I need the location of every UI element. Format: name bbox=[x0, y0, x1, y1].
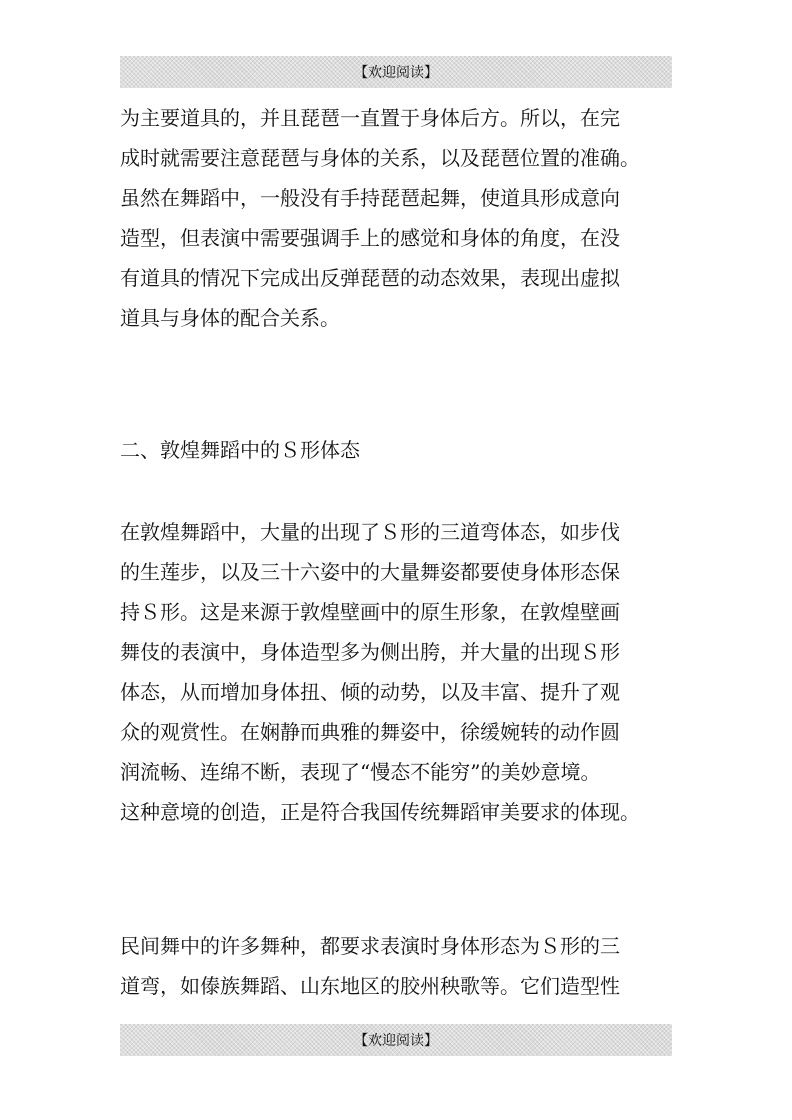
section-heading bbox=[120, 430, 680, 470]
text-line: 成时就需要注意琵琶与身体的关系，以及琵琶位置的准确。 bbox=[120, 146, 640, 170]
text-line: 体态，从而增加身体扭、倾的动势，以及丰富、提升了观 bbox=[120, 680, 620, 704]
text-line: 众的观赏性。在娴静而典雅的舞姿中，徐缓婉转的动作圆 bbox=[120, 720, 620, 744]
header-banner-text: 【欢迎阅读】 bbox=[354, 65, 438, 81]
text-line: 道弯，如傣族舞蹈、山东地区的胶州秧歌等。它们造型性 bbox=[120, 974, 620, 998]
text-line: 在敦煌舞蹈中，大量的出现了Ｓ形的三道弯体态，如步伐 bbox=[120, 520, 620, 544]
text-line: 润流畅、连绵不断，表现了“慢态不能穷”的美妙意境。 bbox=[120, 760, 601, 784]
text-line: 的生莲步，以及三十六姿中的大量舞姿都要使身体形态保 bbox=[120, 560, 620, 584]
text-line: 这种意境的创造，正是符合我国传统舞蹈审美要求的体现。 bbox=[120, 800, 640, 824]
text-line: 有道具的情况下完成出反弹琵琶的动态效果，表现出虚拟 bbox=[120, 266, 620, 290]
text-line: 民间舞中的许多舞种，都要求表演时身体形态为Ｓ形的三 bbox=[120, 934, 620, 958]
text-line: 道具与身体的配合关系。 bbox=[120, 306, 340, 330]
text-line: 造型，但表演中需要强调手上的感觉和身体的角度，在没 bbox=[120, 226, 620, 250]
footer-banner bbox=[120, 1024, 672, 1056]
section-heading-text: 二、敦煌舞蹈中的Ｓ形体态 bbox=[120, 438, 360, 462]
text-line: 为主要道具的，并且琵琶一直置于身体后方。所以，在完 bbox=[120, 106, 620, 130]
text-line: 持Ｓ形。这是来源于敦煌壁画中的原生形象，在敦煌壁画 bbox=[120, 600, 620, 624]
paragraph-1 bbox=[120, 98, 680, 338]
paragraph-3 bbox=[120, 926, 680, 1006]
footer-banner-text: 【欢迎阅读】 bbox=[354, 1033, 438, 1049]
paragraph-2 bbox=[120, 512, 680, 832]
text-line: 舞伎的表演中，身体造型多为侧出胯，并大量的出现Ｓ形 bbox=[120, 640, 620, 664]
text-line: 虽然在舞蹈中，一般没有手持琵琶起舞，使道具形成意向 bbox=[120, 186, 620, 210]
header-banner bbox=[120, 56, 672, 88]
